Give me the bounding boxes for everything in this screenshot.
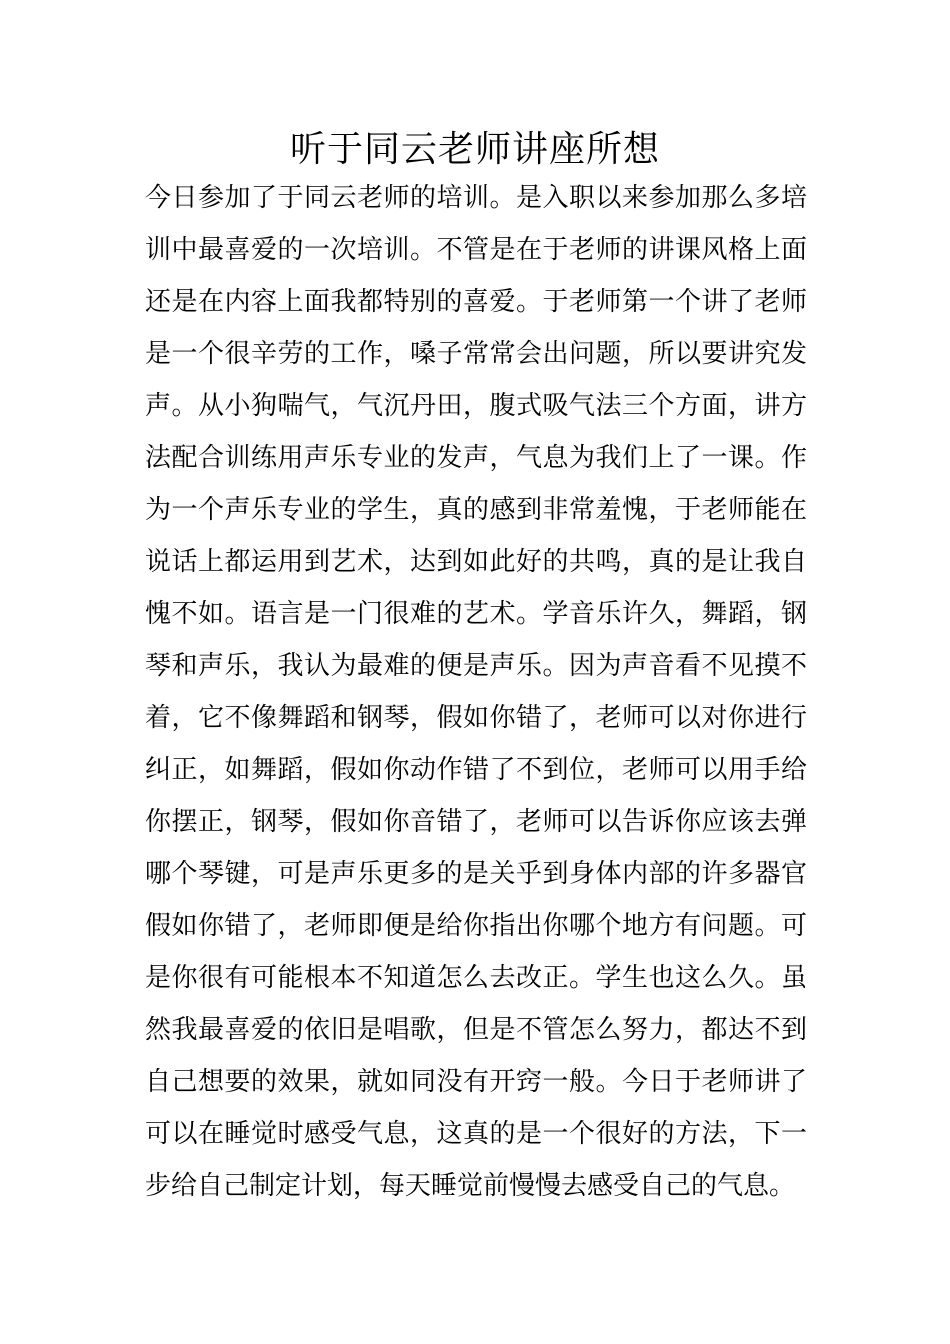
text-line: 可以在睡觉时感受气息，这真的是一个很好的方法，下一 bbox=[145, 1119, 807, 1149]
text-line: 然我最喜爱的依旧是唱歌，但是不管怎么努力，都达不到 bbox=[145, 1015, 807, 1045]
text-line: 是一个很辛劳的工作，嗓子常常会出问题，所以要讲究发 bbox=[145, 339, 807, 369]
text-line: 训中最喜爱的一次培训。不管是在于老师的讲课风格上面 bbox=[145, 235, 807, 265]
text-line: 是你很有可能根本不知道怎么去改正。学生也这么久。虽 bbox=[145, 963, 807, 993]
text-line: 你摆正，钢琴，假如你音错了，老师可以告诉你应该去弹 bbox=[145, 807, 807, 837]
text-line: 声。从小狗喘气，气沉丹田，腹式吸气法三个方面，讲方 bbox=[145, 391, 807, 421]
text-line: 今日参加了于同云老师的培训。是入职以来参加那么多培 bbox=[145, 183, 807, 213]
text-line: 着，它不像舞蹈和钢琴，假如你错了，老师可以对你进行 bbox=[145, 703, 807, 733]
text-line: 为一个声乐专业的学生，真的感到非常羞愧，于老师能在 bbox=[145, 495, 807, 525]
text-line: 假如你错了，老师即便是给你指出你哪个地方有问题。可 bbox=[145, 911, 807, 941]
text-line: 步给自己制定计划，每天睡觉前慢慢去感受自己的气息。 bbox=[145, 1171, 796, 1201]
text-line: 说话上都运用到艺术，达到如此好的共鸣，真的是让我自 bbox=[145, 547, 807, 577]
body-paragraph bbox=[145, 172, 807, 1212]
text-line: 哪个琴键，可是声乐更多的是关乎到身体内部的许多器官 bbox=[145, 859, 807, 889]
text-line: 琴和声乐，我认为最难的便是声乐。因为声音看不见摸不 bbox=[145, 651, 807, 681]
text-line: 愧不如。语言是一门很难的艺术。学音乐许久，舞蹈，钢 bbox=[145, 599, 807, 629]
text-line: 法配合训练用声乐专业的发声，气息为我们上了一课。作 bbox=[145, 443, 807, 473]
text-line: 还是在内容上面我都特别的喜爱。于老师第一个讲了老师 bbox=[145, 287, 807, 317]
text-line: 纠正，如舞蹈，假如你动作错了不到位，老师可以用手给 bbox=[145, 755, 807, 785]
page-title: 听于同云老师讲座所想 bbox=[289, 129, 660, 170]
text-line: 自己想要的效果，就如同没有开窍一般。今日于老师讲了 bbox=[145, 1067, 807, 1097]
